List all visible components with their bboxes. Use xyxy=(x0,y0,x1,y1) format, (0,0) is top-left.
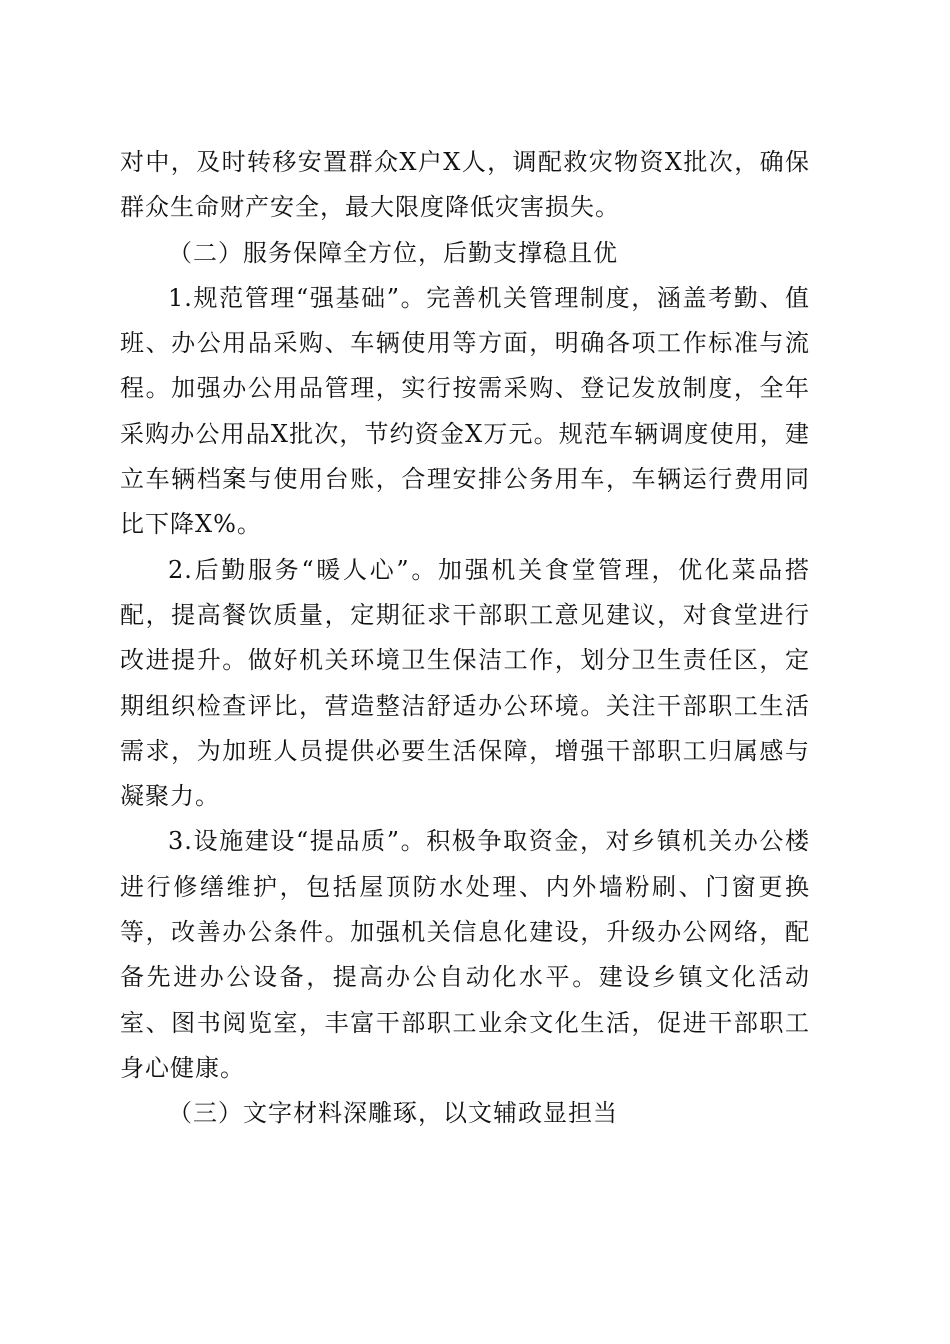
paragraph-facilities: 3.设施建设“提品质”。积极争取资金，对乡镇机关办公楼进行修缮维护，包括屋顶防水处理、内外墙粉刷、门窗更换等，改善办公条件。加强机关信息化建设，升级办公网络，配备先进办公设备，提高办公自动化水平。建设乡镇文化活动室、图书阅览室，丰富干部职工业余文化生活，促进干部职工身心健康。 xyxy=(120,827,810,1082)
paragraph-continued: 对中，及时转移安置群众X户X人，调配救灾物资X批次，确保群众生命财产安全，最大限度降低灾害损失。 xyxy=(120,148,810,222)
document-body xyxy=(120,140,810,1137)
section-heading-2: （二）服务保障全方位，后勤支撑稳且优 xyxy=(168,238,618,267)
paragraph-management: 1.规范管理“强基础”。完善机关管理制度，涵盖考勤、值班、办公用品采购、车辆使用等方面，明确各项工作标准与流程。加强办公用品管理，实行按需采购、登记发放制度，全年采购办公用品X批次，节约资金X万元。规范车辆调度使用，建立车辆档案与使用台账，合理安排公务用车，车辆运行费用同比下降X%。 xyxy=(120,283,810,539)
section-heading-3: （三）文字材料深雕琢，以文辅政显担当 xyxy=(168,1099,618,1128)
paragraph-logistics: 2.后勤服务“暖人心”。加强机关食堂管理，优化菜品搭配，提高餐饮质量，定期征求干部职工意见建议，对食堂进行改进提升。做好机关环境卫生保洁工作，划分卫生责任区，定期组织检查评比，营造整洁舒适办公环境。关注干部职工生活需求，为加班人员提供必要生活保障，增强干部职工归属感与凝聚力。 xyxy=(120,555,810,811)
